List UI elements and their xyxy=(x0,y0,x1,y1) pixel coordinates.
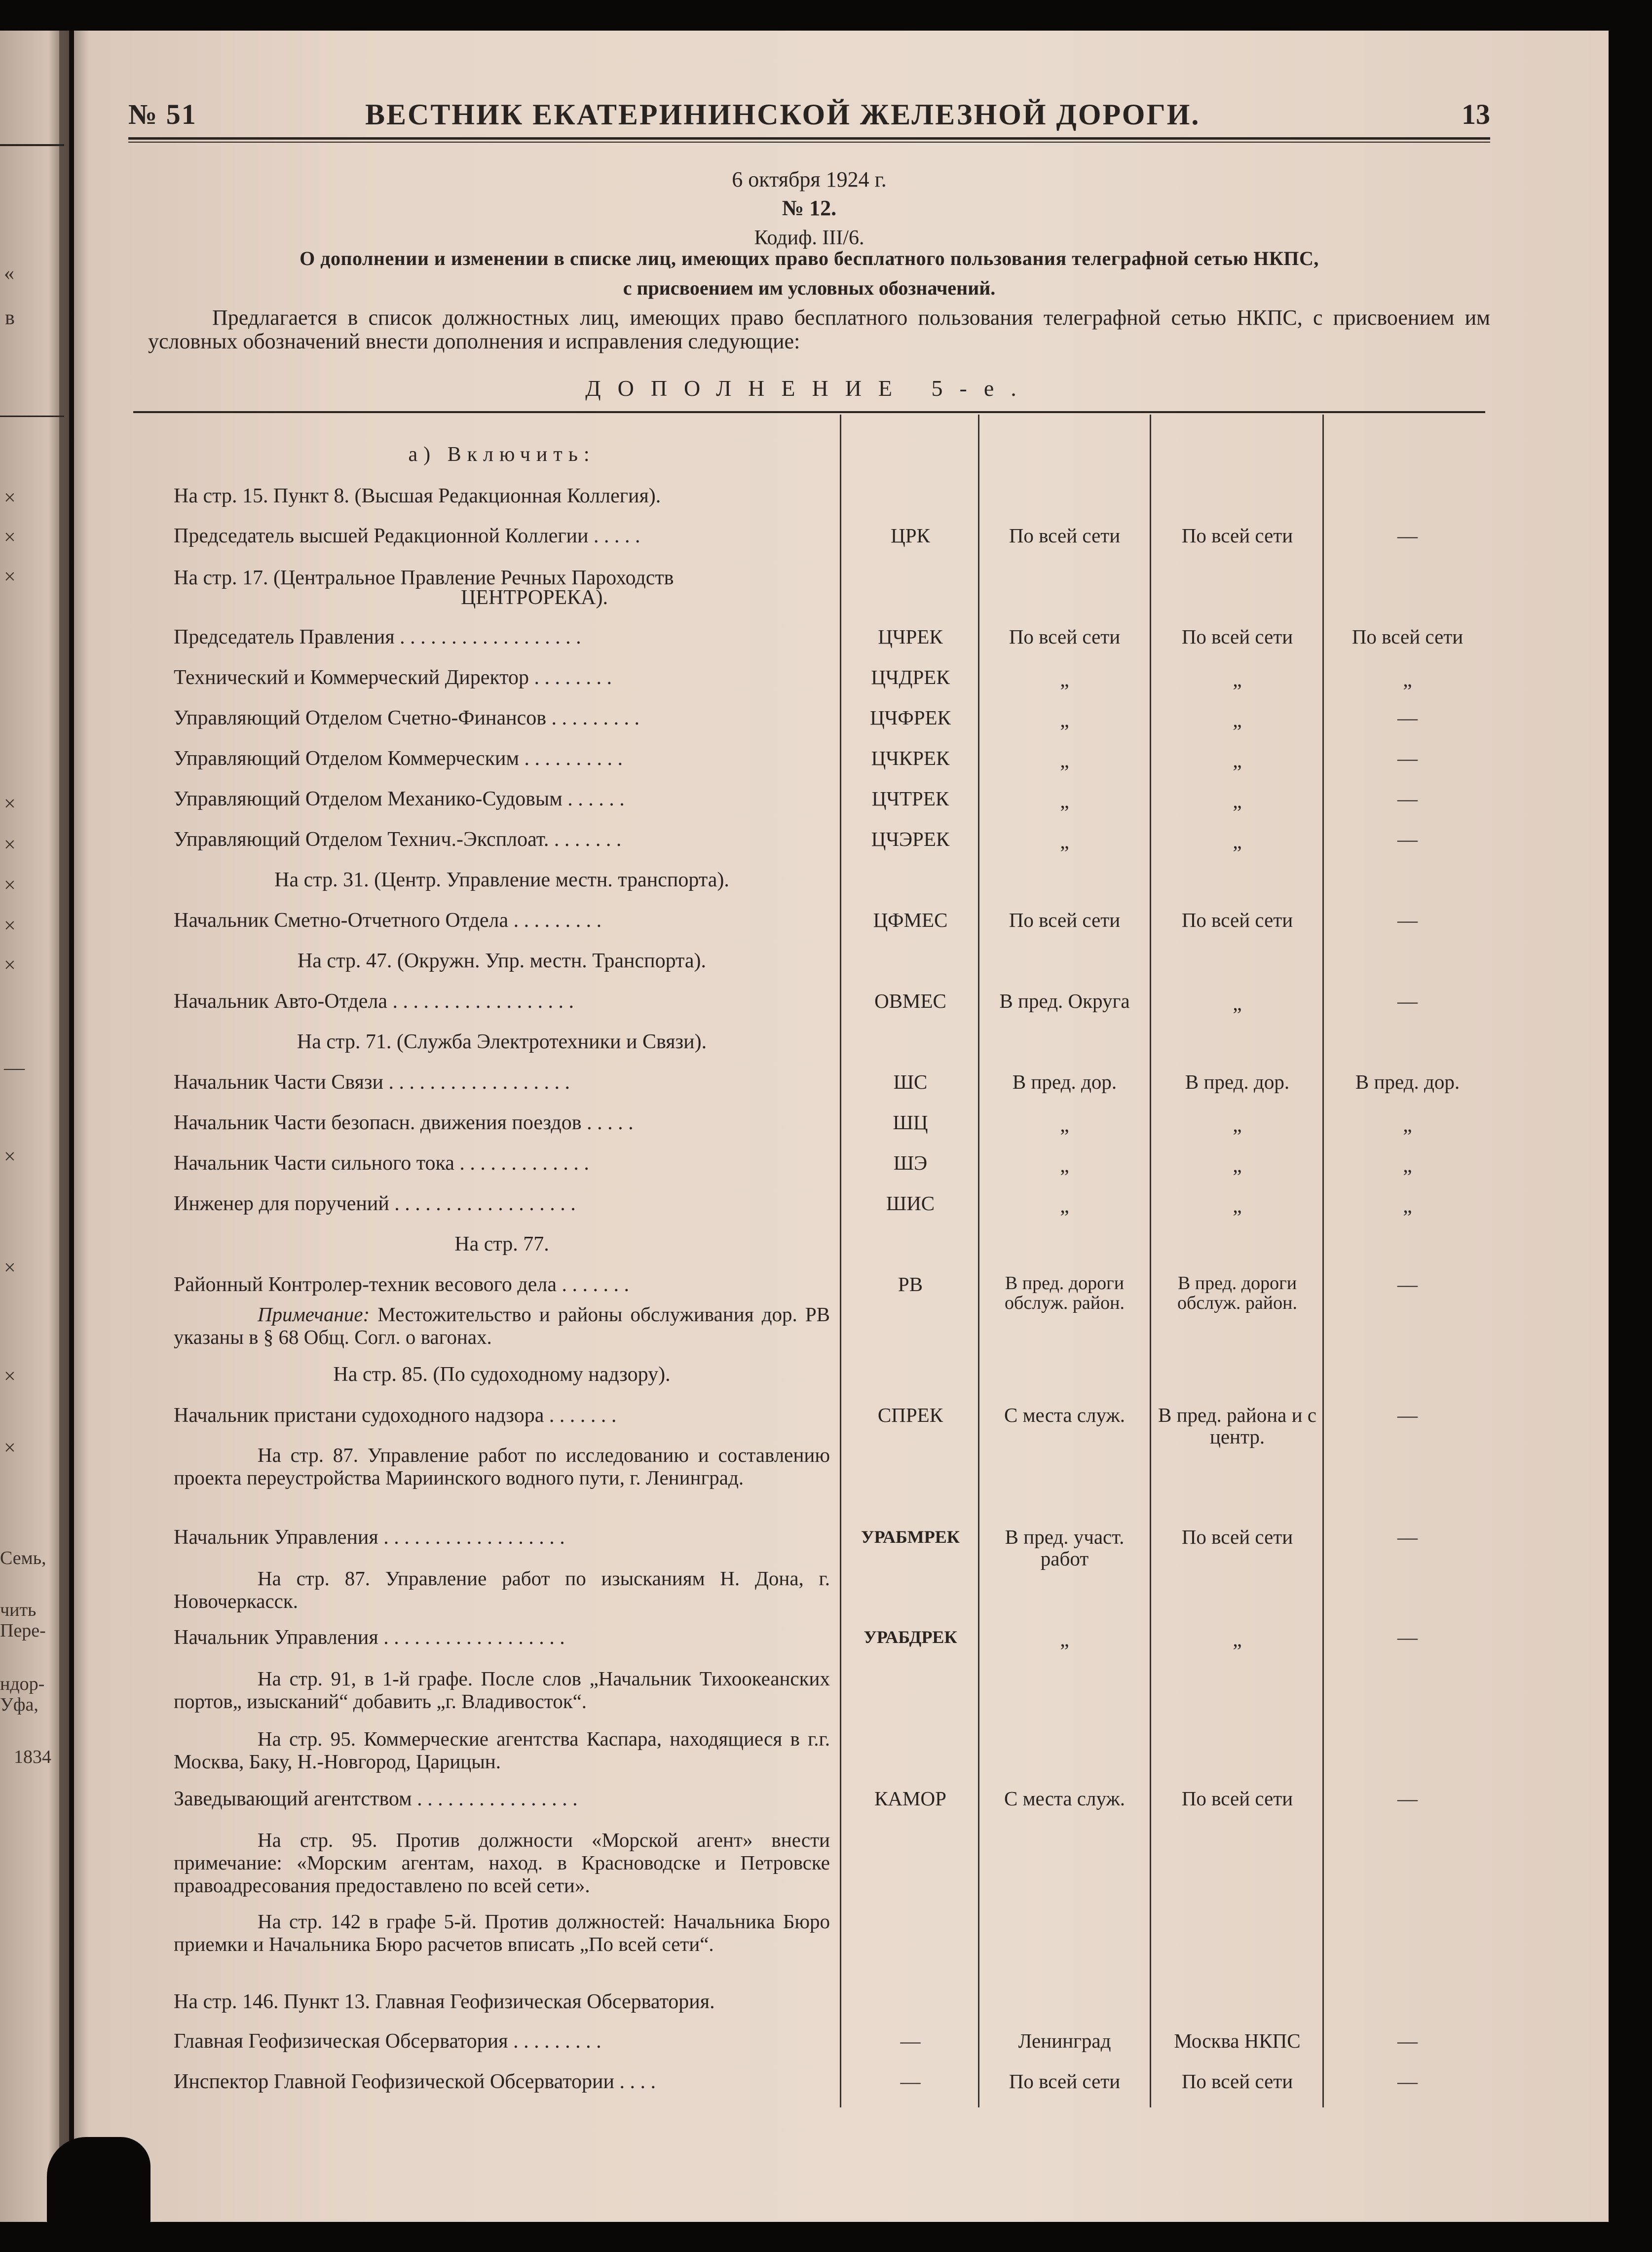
cell: „ xyxy=(1233,830,1242,853)
margin-mark: × xyxy=(4,834,16,856)
margin-mark: × xyxy=(4,793,16,815)
position-label: Начальник Управления . . . . . . . . . . . . . . . . . . xyxy=(174,1526,565,1549)
cell: В пред. участ. работ xyxy=(1005,1526,1125,1570)
cell: В пред. Округа xyxy=(999,990,1130,1012)
cell: По всей сети xyxy=(1181,625,1293,648)
code-cell: ШС xyxy=(893,1070,928,1093)
header-rule xyxy=(128,137,1490,140)
previous-page-edge xyxy=(0,31,69,2222)
cell: По всей сети xyxy=(1352,625,1464,648)
cell: С места служ. xyxy=(1004,1787,1126,1810)
cell: По всей сети xyxy=(1181,524,1293,547)
cell: „ xyxy=(1403,1154,1412,1177)
code-cell: ЦЧТРЕК xyxy=(871,787,949,810)
section-ref-para: На стр. 87. Управление работ по изысканиям Н. Дона, г. Новочеркасск. xyxy=(174,1567,830,1612)
code-cell: — xyxy=(900,2070,921,2093)
position-label: Начальник Части безопасн. движения поездов . . . . . xyxy=(174,1111,634,1134)
cell: „ xyxy=(1233,1154,1242,1177)
cell: В пред. дор. xyxy=(1012,1070,1117,1093)
cell: „ xyxy=(1060,709,1069,731)
position-label: Управляющий Отделом Механико-Судовым . . . . . . xyxy=(174,788,625,810)
column-divider xyxy=(1322,415,1324,2107)
margin-mark: « xyxy=(4,262,14,285)
cell: По всей сети xyxy=(1181,1787,1293,1810)
section-ref: На стр. 15. Пункт 8. (Высшая Редакционная Коллегия). xyxy=(174,485,661,507)
cell: „ xyxy=(1060,1154,1069,1177)
margin-mark: × xyxy=(4,1365,16,1388)
column-divider xyxy=(1150,415,1151,2107)
code-cell: ЦРК xyxy=(891,524,930,547)
cell: — xyxy=(1397,909,1418,931)
order-heading-2: с присвоением им условных обозначений. xyxy=(623,277,996,299)
cell: В пред. дор. xyxy=(1355,1070,1460,1093)
cell: — xyxy=(1397,828,1418,850)
margin-mark: × xyxy=(4,954,16,977)
margin-mark: × xyxy=(4,915,16,937)
section-ref: На стр. 17. (Центральное Правление Речных Пароходств xyxy=(174,567,674,589)
cell: По всей сети xyxy=(1009,909,1121,931)
position-label: Управляющий Отделом Счетно-Финансов . . . . . . . . . xyxy=(174,707,640,729)
code-cell: ЦЧФРЕК xyxy=(870,706,951,729)
position-label: Начальник пристани судоходного надзора . . . . . . . xyxy=(174,1404,617,1427)
cell: — xyxy=(1397,1404,1418,1426)
cell: По всей сети xyxy=(1181,1526,1293,1548)
cell: „ xyxy=(1233,668,1242,691)
margin-rule xyxy=(0,144,64,146)
section-title: ДОПОЛНЕНИЕ 5-е. xyxy=(585,376,1033,401)
position-label: Главная Геофизическая Обсерватория . . . . . . . . . xyxy=(174,2030,601,2053)
cell: „ xyxy=(1403,1194,1412,1217)
section-ref: На стр. 85. (По судоходному надзору). xyxy=(333,1363,671,1386)
cell: „ xyxy=(1060,749,1069,772)
order-intro: Предлагается в список должностных лиц, имеющих право бесплатного пользования телеграфной сетью НКПС, с присвоением им условных обозначений внести дополнения и исправления следующие: xyxy=(148,305,1490,353)
section-ref-para: На стр. 142 в графе 5-й. Против должностей: Начальника Бюро приемки и Начальника Бюро расчетов вписать „По всей сети“. xyxy=(174,1910,830,1955)
margin-mark: × xyxy=(4,1257,16,1279)
margin-mark: × xyxy=(4,1145,16,1168)
margin-word: чить xyxy=(0,1600,37,1620)
code-cell: ЦЧЭРЕК xyxy=(871,828,950,850)
cell: „ xyxy=(1060,1113,1069,1136)
margin-mark: в xyxy=(5,306,15,329)
cell: „ xyxy=(1060,1194,1069,1217)
margin-mark: × xyxy=(4,566,16,588)
section-ref-para: На стр. 87. Управление работ по исследованию и составлению проекта переустройства Мариинского водного пути, г. Ленинград. xyxy=(174,1444,830,1489)
include-label: а) Включить: xyxy=(408,443,596,466)
position-label: Заведывающий агентством . . . . . . . . . . . . . . . . xyxy=(174,1788,578,1810)
cell: „ xyxy=(1403,668,1412,691)
section-ref: На стр. 71. (Служба Электротехники и Связи). xyxy=(297,1031,707,1053)
margin-word: 1834 xyxy=(14,1747,51,1767)
cell: По всей сети xyxy=(1009,2070,1121,2093)
section-ref-para: На стр. 95. Коммерческие агентства Каспара, находящиеся в г.г. Москва, Баку, Н.-Новгород, Царицын. xyxy=(174,1727,830,1773)
position-label: Управляющий Отделом Коммерческим . . . . . . . . . . xyxy=(174,747,623,770)
table-note xyxy=(174,1303,830,1348)
margin-mark: × xyxy=(4,487,16,509)
code-cell: ШИС xyxy=(886,1192,935,1215)
code-cell: ЦФМЕС xyxy=(873,909,948,931)
cell: „ xyxy=(1233,1113,1242,1136)
section-ref-para: На стр. 95. Против должности «Морской агент» внести примечание: «Морским агентам, наход. в Красноводске и Петровске правоадресования предоставлено по всей сети». xyxy=(174,1829,830,1897)
section-ref: На стр. 31. (Центр. Управление местн. транспорта). xyxy=(274,869,729,891)
cell: По всей сети xyxy=(1009,625,1121,648)
code-cell: УРАБДРЕК xyxy=(864,1627,957,1647)
code-cell: ШЭ xyxy=(893,1151,928,1174)
code-cell: — xyxy=(900,2029,921,2052)
code-cell: ОВМЕС xyxy=(874,990,946,1012)
cell: „ xyxy=(1060,790,1069,812)
margin-mark: × xyxy=(4,1437,16,1459)
cell: „ xyxy=(1233,790,1242,812)
cell: — xyxy=(1397,2029,1418,2052)
position-label: Начальник Управления . . . . . . . . . . . . . . . . . . xyxy=(174,1626,565,1649)
margin-mark: — xyxy=(4,1057,25,1079)
margin-mark: × xyxy=(4,874,16,897)
cell: — xyxy=(1397,787,1418,810)
codification: Кодиф. III/6. xyxy=(754,227,864,249)
position-label: Инженер для поручений . . . . . . . . . . . . . . . . . . xyxy=(174,1192,576,1215)
cell: — xyxy=(1397,524,1418,547)
cell: „ xyxy=(1233,1194,1242,1217)
note-text: Местожительство и районы обслуживания дор. РВ указаны в § 68 Общ. Согл. о вагонах. xyxy=(174,1303,830,1348)
position-label: Районный Контролер-техник весового дела . . . . . . . xyxy=(174,1273,629,1296)
margin-rule xyxy=(0,416,64,417)
cell: — xyxy=(1397,1273,1418,1296)
order-number: № 12. xyxy=(782,196,837,220)
journal-title: ВЕСТНИК ЕКАТЕРИНИНСКОЙ ЖЕЛЕЗНОЙ ДОРОГИ. xyxy=(365,98,1201,131)
cell: Ленинград xyxy=(1018,2029,1111,2052)
section-ref-para: На стр. 91, в 1-й графе. После слов „Начальник Тихоокеанских портов„ изысканий“ добавить „г. Владивосток“. xyxy=(174,1667,830,1713)
binding-shadow xyxy=(59,31,89,2222)
cell: — xyxy=(1397,1787,1418,1810)
cell: — xyxy=(1397,706,1418,729)
position-label: Инспектор Главной Геофизической Обсерватории . . . . xyxy=(174,2070,656,2093)
cell: В пред. дороги обслуж. район. xyxy=(1177,1273,1297,1313)
position-label: Технический и Коммерческий Директор . . . . . . . . xyxy=(174,666,612,689)
code-cell: РВ xyxy=(898,1273,923,1296)
page-number: 13 xyxy=(1462,98,1490,130)
cell: По всей сети xyxy=(1181,2070,1293,2093)
margin-word: ндор- xyxy=(0,1674,45,1694)
cell: „ xyxy=(1060,830,1069,853)
position-label: Начальник Авто-Отдела . . . . . . . . . . . . . . . . . . xyxy=(174,990,574,1013)
note-label: Примечание: xyxy=(258,1303,370,1326)
cell: По всей сети xyxy=(1181,909,1293,931)
cell: По всей сети xyxy=(1009,524,1121,547)
position-label: Начальник Части Связи . . . . . . . . . . . . . . . . . . xyxy=(174,1071,570,1094)
page-header xyxy=(128,98,1490,137)
page-corner-shadow xyxy=(47,2137,150,2252)
code-cell: СПРЕК xyxy=(877,1404,943,1426)
section-ref-2: ЦЕНТРОРЕКА). xyxy=(460,586,608,609)
cell: „ xyxy=(1233,992,1242,1015)
order-date: 6 октября 1924 г. xyxy=(732,167,887,191)
position-label: Управляющий Отделом Технич.-Эксплоат. . . . . . . . xyxy=(174,828,622,851)
cell: — xyxy=(1397,747,1418,769)
cell: В пред. дор. xyxy=(1185,1070,1290,1093)
position-label: Председатель Правления . . . . . . . . . . . . . . . . . . xyxy=(174,626,581,649)
cell: — xyxy=(1397,990,1418,1012)
cell: „ xyxy=(1233,749,1242,772)
cell: В пред. района и с центр. xyxy=(1158,1404,1316,1448)
cell: „ xyxy=(1233,1628,1242,1651)
code-cell: КАМОР xyxy=(874,1787,946,1810)
code-cell: ШЦ xyxy=(893,1111,928,1134)
section-ref: На стр. 146. Пункт 13. Главная Геофизическая Обсерватория. xyxy=(174,1990,715,2013)
code-cell: УРАБМРЕК xyxy=(861,1527,960,1547)
margin-mark: × xyxy=(4,526,16,549)
cell: В пред. дороги обслуж. район. xyxy=(1005,1273,1125,1313)
margin-word: Пере- xyxy=(0,1620,46,1641)
header-rule-thin xyxy=(128,142,1490,143)
cell: „ xyxy=(1060,668,1069,691)
margin-word: Уфа, xyxy=(0,1694,38,1715)
cell: „ xyxy=(1233,709,1242,731)
position-label: Начальник Сметно-Отчетного Отдела . . . . . . . . . xyxy=(174,909,602,932)
code-cell: ЦЧДРЕК xyxy=(871,666,950,688)
cell: — xyxy=(1397,1626,1418,1648)
position-label: Начальник Части сильного тока . . . . . . . . . . . . . xyxy=(174,1152,589,1175)
cell: „ xyxy=(1403,1113,1412,1136)
code-cell: ЦЧРЕК xyxy=(878,625,943,648)
position-label: Председатель высшей Редакционной Коллегии . . . . . xyxy=(174,525,640,547)
margin-word: Семь, xyxy=(0,1548,46,1568)
section-ref: На стр. 77. xyxy=(454,1233,549,1256)
order-heading: О дополнении и изменении в списке лиц, имеющих право бесплатного пользования телеграфной сетью НКПС, xyxy=(300,247,1319,269)
code-cell: ЦЧКРЕК xyxy=(871,747,950,769)
cell: С места служ. xyxy=(1004,1404,1126,1426)
cell: — xyxy=(1397,1526,1418,1548)
cell: — xyxy=(1397,2070,1418,2093)
cell: „ xyxy=(1060,1628,1069,1651)
cell: Москва НКПС xyxy=(1174,2029,1301,2052)
issue-number: № 51 xyxy=(128,98,197,130)
section-ref: На стр. 47. (Окружн. Упр. местн. Транспорта). xyxy=(297,950,707,972)
table-top-rule xyxy=(133,411,1485,413)
